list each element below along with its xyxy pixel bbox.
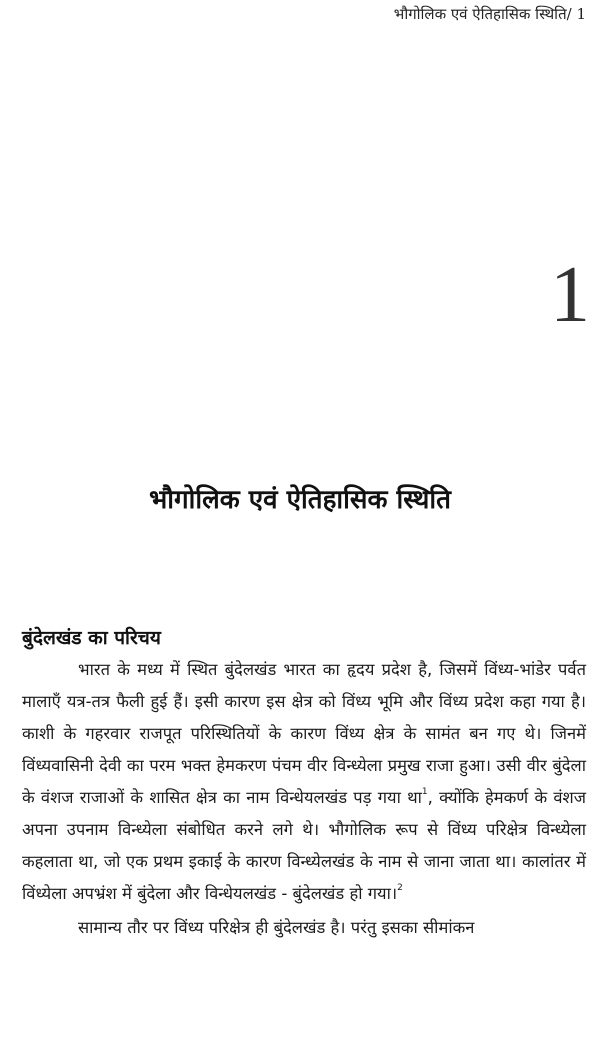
paragraph-2: सामान्य तौर पर विंध्य परिक्षेत्र ही बुंदेलखंड है। परंतु इसका सीमांकन [78, 918, 475, 937]
paragraph-1-text-a: भारत के मध्य में स्थित बुंदेलखंड भारत का हृदय प्रदेश है, जिसमें विंध्य-भांडेर पर्वत मालाएँ यत्र-तत्र फैली हुई हैं। इसी कारण इस क्षेत्र को विंध्य भूमि और विंध्य प्रदेश कहा गया है। काशी के गहरवार राजपूत परिस्थितियों के कारण विंध्य क्षेत्र के सामंत बन गए थे। जिनमें विंध्यवासिनी देवी का परम भक्त हेमकरण पंचम वीर विन्ध्येला प्रमुख राजा हुआ। उसी वीर बुंदेला के वंशज राजाओं के शासित क्षेत्र का नाम विन्धेयलखंड पड़ गया था [22, 660, 586, 807]
chapter-title: भौगोलिक एवं ऐतिहासिक स्थिति [149, 485, 451, 515]
chapter-number: 1 [550, 251, 590, 339]
body-text [22, 654, 586, 944]
footnote-marker-1: 1 [421, 787, 428, 797]
footnote-marker-2: 2 [397, 883, 403, 893]
paragraph-1-text-b: , क्योंकि हेमकर्ण के वंशज अपना उपनाम विन्ध्येला संबोधित करने लगे थे। भौगोलिक रूप से विंध्य परिक्षेत्र विन्ध्येला कहलाता था, जो एक प्रथम इकाई के कारण विन्ध्येलखंड के नाम से जाना जाता था। कालांतर में विंध्येला अपभ्रंश में बुंदेला और विन्धेयलखंड - बुंदेलखंड हो गया। [22, 788, 586, 903]
running-head: भौगोलिक एवं ऐतिहासिक स्थिति/ 1 [393, 5, 586, 23]
paragraph-1 [22, 654, 586, 910]
section-heading: बुंदेलखंड का परिचय [22, 627, 161, 649]
